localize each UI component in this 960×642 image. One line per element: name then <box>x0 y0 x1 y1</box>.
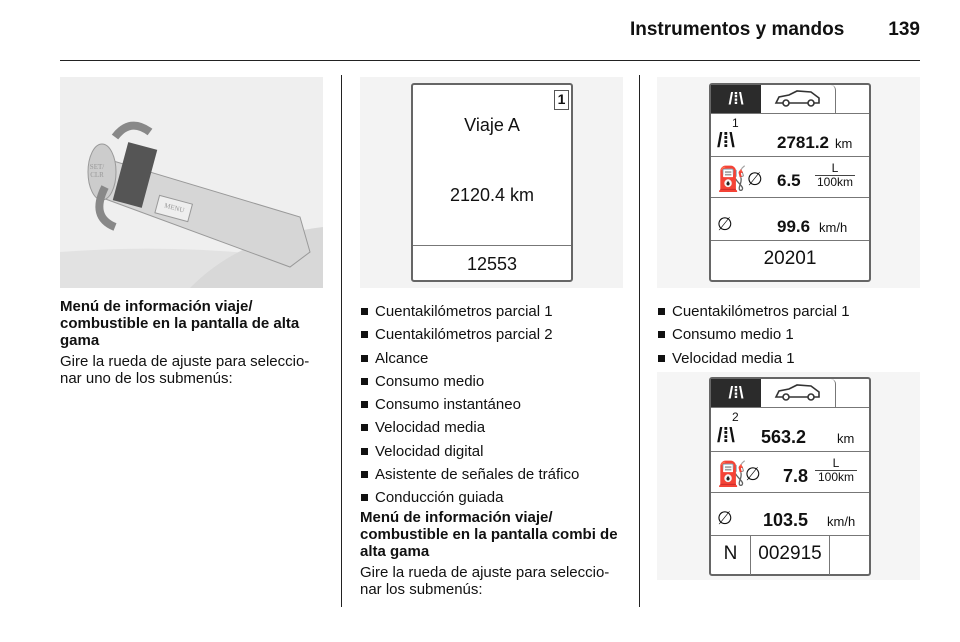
odometer: 20201 <box>711 240 869 282</box>
consumption-unit: $\frac{L}{100km}$ <box>816 161 854 189</box>
average-icon: ∅ <box>747 169 763 189</box>
list-item: Cuentakilómetros parcial 1 <box>360 303 630 326</box>
fuel-pump-icon: ⛽ <box>717 461 747 488</box>
trip-distance: 2120.4 km <box>449 185 535 205</box>
combi-display-illustration-2 <box>657 372 920 580</box>
combi-display-illustration-1 <box>657 77 920 288</box>
list-item: Cuentakilómetros parcial 1 <box>657 303 927 326</box>
road-tab-icon: /⁞\ <box>711 85 761 113</box>
road-icon: /⁞\ <box>717 130 735 152</box>
list-item: Velocidad media <box>360 419 630 442</box>
car-tab-icon <box>761 85 836 113</box>
menu-button-label: MENU <box>163 201 186 215</box>
body-text: Gire la rueda de ajuste para seleccio- nar los submenús: <box>360 563 610 598</box>
body-text: Gire la rueda de ajuste para seleccio- nar uno de los submenús: <box>60 353 310 387</box>
average-icon: ∅ <box>717 508 733 528</box>
consumption-value: 7.8 <box>783 466 809 486</box>
road-tab-icon: /⁞\ <box>711 379 761 407</box>
trip-index: 1 <box>732 116 739 130</box>
speed-unit: km/h <box>819 220 848 235</box>
speed-value: 103.5 <box>763 510 809 530</box>
header-rule <box>60 60 920 61</box>
list-item: Alcance <box>360 350 630 373</box>
column-divider <box>639 75 640 607</box>
fuel-pump-icon: ⛽ <box>717 166 747 193</box>
list-item: Asistente de señales de tráfico <box>360 466 630 489</box>
page-number: 139 <box>888 19 920 40</box>
average-icon: ∅ <box>745 464 761 484</box>
trip-display <box>411 83 573 282</box>
display-illustration-base <box>360 77 623 288</box>
road-icon: /⁞\ <box>717 425 735 447</box>
list-item: Conducción guiada <box>360 489 630 512</box>
submenu-list <box>657 303 927 373</box>
average-icon: ∅ <box>717 214 733 234</box>
trip-title: Viaje A <box>464 115 520 135</box>
section-heading: Menú de información viaje/ combustible en la pantalla de alta gama <box>60 298 300 349</box>
list-item: Consumo medio 1 <box>657 326 927 349</box>
list-item: Velocidad media 1 <box>657 350 927 373</box>
combi-display <box>709 83 871 282</box>
trip-index: 2 <box>732 410 739 424</box>
section-heading: Menú de información viaje/ combustible en la pantalla combi de alta gama <box>360 508 618 560</box>
combi-display <box>709 377 871 576</box>
speed-unit: km/h <box>827 514 856 529</box>
submenu-list <box>360 303 630 513</box>
chapter-title: Instrumentos y mandos <box>629 19 845 40</box>
stalk-illustration <box>60 77 323 288</box>
column-divider <box>341 75 342 607</box>
list-item: Consumo medio <box>360 373 630 396</box>
consumption-value: 6.5 <box>777 171 801 190</box>
odometer: 002915 <box>751 536 830 575</box>
trip-badge: 1 <box>554 90 569 110</box>
gear-indicator: N <box>711 536 751 575</box>
page-header <box>630 19 920 41</box>
distance-unit: km <box>835 136 853 151</box>
distance-value: 563.2 <box>761 427 807 447</box>
list-item: Velocidad digital <box>360 443 630 466</box>
speed-value: 99.6 <box>777 217 811 236</box>
set-clr-label: SET/CLR <box>89 163 105 179</box>
car-tab-icon <box>761 379 836 407</box>
consumption-unit: $\frac{L}{100km}$ <box>815 457 857 484</box>
distance-value: 2781.2 <box>777 133 829 152</box>
odometer: 12553 <box>413 245 571 282</box>
distance-unit: km <box>837 431 855 446</box>
list-item: Cuentakilómetros parcial 2 <box>360 326 630 349</box>
list-item: Consumo instantáneo <box>360 396 630 419</box>
